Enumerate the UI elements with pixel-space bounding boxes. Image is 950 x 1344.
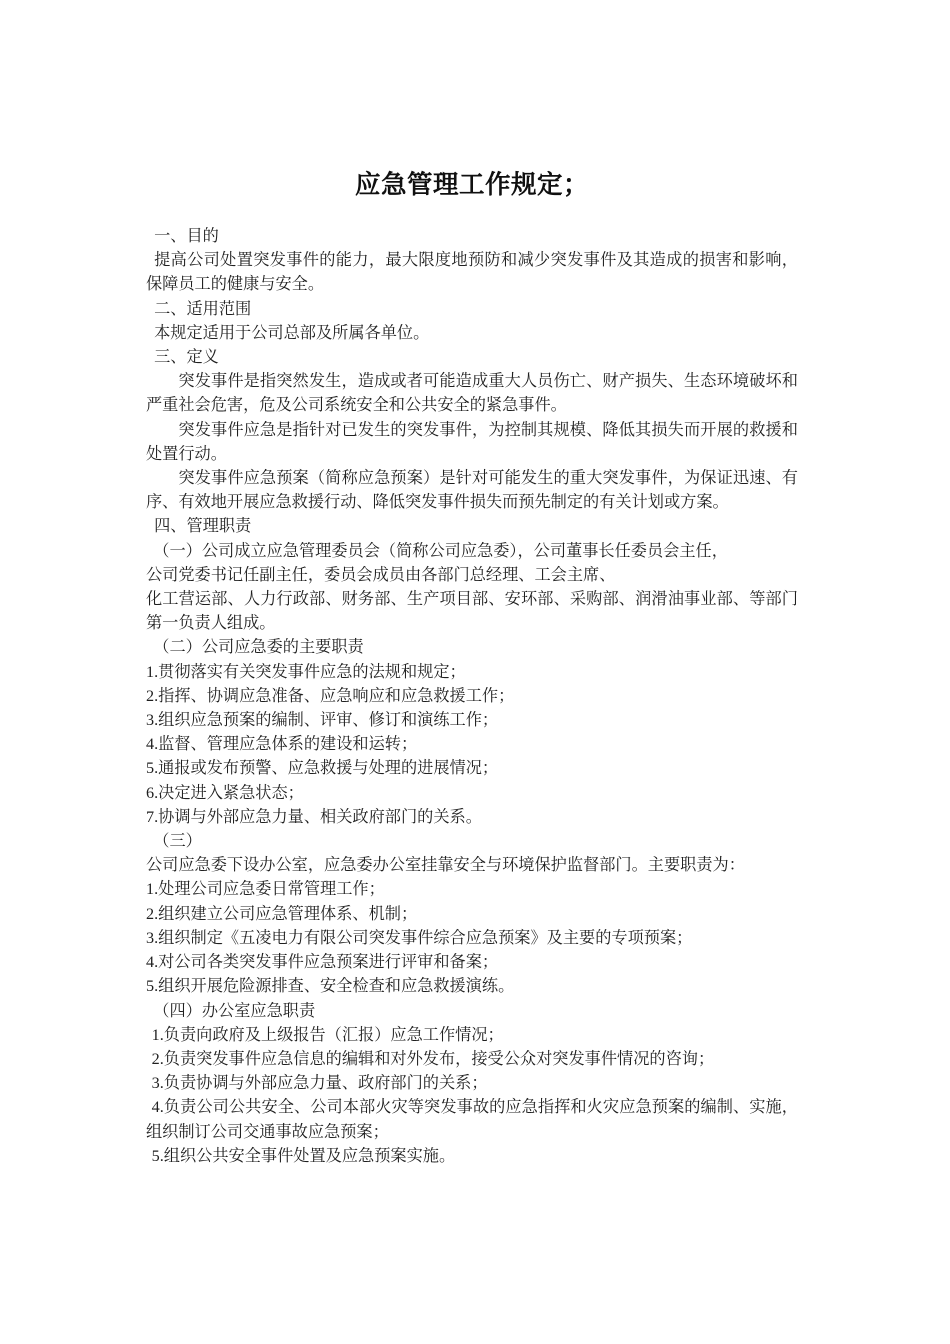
section-heading-3: 三、定义 [154,348,219,367]
list-item: 2.组织建立公司应急管理体系、机制； [146,904,418,923]
subsection-3-intro: 公司应急委下设办公室，应急委办公室挂靠安全与环境保护监督部门。主要职责为： [146,856,745,875]
subsection-label-3: （三） [153,832,202,851]
list-item: 3.组织应急预案的编制、评审、修订和演练工作； [146,711,499,730]
list-item: 5.组织开展危险源排查、安全检查和应急救援演练。 [146,977,515,996]
list-item: 5.组织公共安全事件处置及应急预案实施。 [151,1146,456,1165]
section-3-paragraph-1: 突发事件是指突然发生，造成或者可能造成重大人员伤亡、财产损失、生态环境破坏和严重社会危害，危及公司系统安全和公共安全的紧急事件。 [146,372,798,415]
document-content [146,224,798,1168]
section-body-2: 本规定适用于公司总部及所属各单位。 [154,323,430,342]
section-heading-2: 二、适用范围 [154,299,252,318]
list-item: 1.处理公司应急委日常管理工作； [146,880,385,899]
list-item: 5.通报或发布预警、应急救援与处理的进展情况； [146,759,499,778]
list-item: 4.对公司各类突发事件应急预案进行评审和备案； [146,953,499,972]
subsection-label-2: （二）公司应急委的主要职责 [153,638,364,657]
list-item: 3.负责协调与外部应急力量、政府部门的关系； [151,1074,488,1093]
list-item: 4.负责公司公共安全、公司本部火灾等突发事故的应急指挥和火灾应急预案的编制、实施，组织制订公司交通事故应急预案； [146,1098,798,1141]
list-item: 3.组织制定《五凌电力有限公司突发事件综合应急预案》及主要的专项预案； [146,928,693,947]
list-item: 2.负责突发事件应急信息的编辑和对外发布，接受公众对突发事件情况的咨询； [151,1049,715,1068]
section-3-paragraph-2: 突发事件应急是指针对已发生的突发事件，为控制其规模、降低其损失而开展的救援和处置行动。 [146,420,798,463]
subsection-label-4: （四）办公室应急职责 [153,1001,316,1020]
section-3-paragraph-3: 突发事件应急预案（简称应急预案）是针对可能发生的重大突发事件，为保证迅速、有序、有效地开展应急救援行动、降低突发事件损失而预先制定的有关计划或方案。 [146,469,798,512]
subsection-1-continuation-1: 公司党委书记任副主任，委员会成员由各部门总经理、工会主席、 [146,565,616,584]
list-item: 1.贯彻落实有关突发事件应急的法规和规定； [146,662,466,681]
section-heading-4: 四、管理职责 [154,517,252,536]
list-item: 4.监督、管理应急体系的建设和运转； [146,735,418,754]
list-item: 1.负责向政府及上级报告（汇报）应急工作情况； [151,1025,504,1044]
section-heading-1: 一、目的 [154,227,219,245]
list-item: 7.协调与外部应急力量、相关政府部门的关系。 [146,807,482,826]
list-item: 2.指挥、协调应急准备、应急响应和应急救援工作； [146,686,515,705]
list-item: 6.决定进入紧急状态； [146,783,304,802]
subsection-label-1: （一）公司成立应急管理委员会（简称公司应急委），公司董事长任委员会主任， [153,541,728,560]
subsection-1-continuation-2: 化工营运部、人力行政部、财务部、生产项目部、安环部、采购部、润滑油事业部、等部门第一负责人组成。 [146,590,798,633]
page-title: 应急管理工作规定； [354,170,589,199]
section-body-1: 提高公司处置突发事件的能力，最大限度地预防和减少突发事件及其造成的损害和影响，保障员工的健康与安全。 [146,251,798,294]
document-body [146,0,798,1168]
